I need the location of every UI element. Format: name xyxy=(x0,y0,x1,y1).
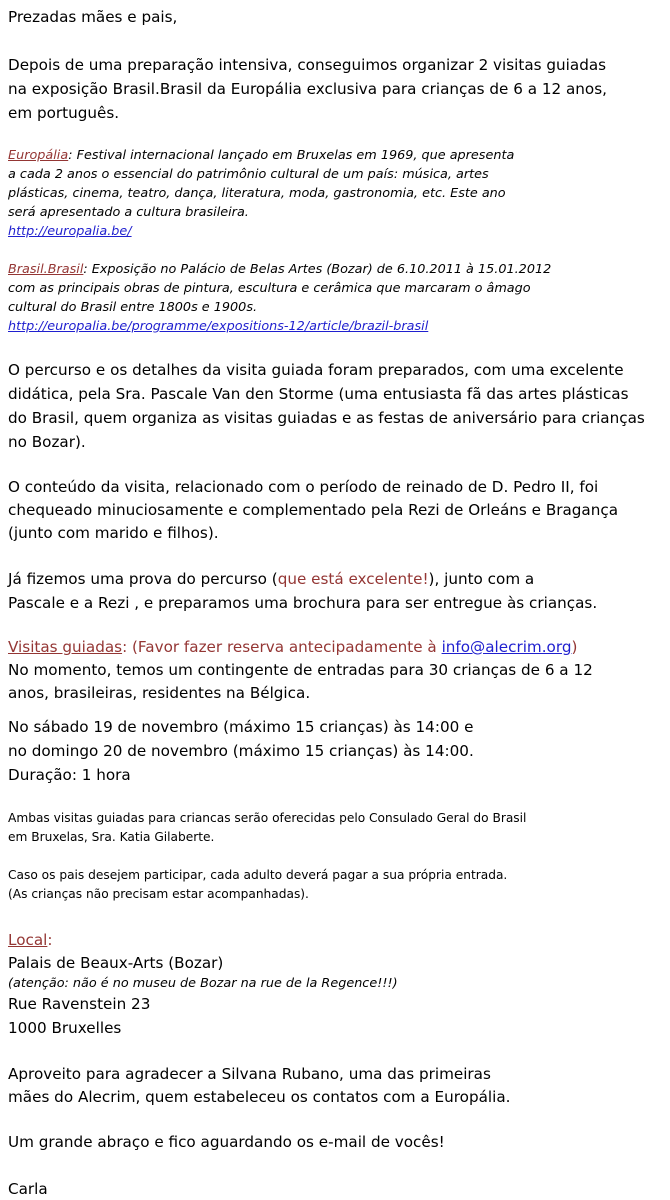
conteudo-line-2: chequeado minuciosamente e complementado pela Rezi de Orleáns e Bragança xyxy=(8,501,619,519)
europalia-line-4: será apresentado a cultura brasileira. xyxy=(8,205,249,220)
prova-text-end: ), junto com a xyxy=(428,570,535,588)
consulado-line-2: em Bruxelas, Sra. Katia Gilaberte. xyxy=(8,830,215,844)
visitas-line-2: No momento, temos um contingente de entradas para 30 crianças de 6 a 12 xyxy=(8,661,593,679)
conteudo-line-1: O conteúdo da visita, relacionado com o período de reinado de D. Pedro II, foi xyxy=(8,478,599,496)
conteudo-line-3: (junto com marido e filhos). xyxy=(8,524,219,542)
agradecer-line-1: Aproveito para agradecer a Silvana Rubano, uma das primeiras xyxy=(8,1065,491,1083)
schedule-line-1: No sábado 19 de novembro (máximo 15 crianças) às 14:00 e xyxy=(8,718,474,736)
percurso-line-2: didática, pela Sra. Pascale Van den Storme (uma entusiasta fã das artes plásticas xyxy=(8,385,629,403)
visitas-line-3: anos, brasileiras, residentes na Bélgica. xyxy=(8,684,311,702)
brasil-line-1 xyxy=(8,262,551,277)
percurso-line-1: O percurso e os detalhes da visita guiada foram preparados, com uma excelente xyxy=(8,361,624,379)
europalia-line-3: plásticas, cinema, teatro, dança, literatura, moda, gastronomia, etc. Este ano xyxy=(8,186,506,201)
consulado-line-1: Ambas visitas guiadas para criancas serão oferecidas pelo Consulado Geral do Brasil xyxy=(8,811,527,825)
local-note: (atenção: não é no museu de Bozar na rue de la Regence!!!) xyxy=(8,976,398,991)
percurso-line-4: no Bozar). xyxy=(8,433,86,451)
brasil-line-3: cultural do Brasil entre 1800s e 1900s. xyxy=(8,300,258,315)
schedule-duration: Duração: 1 hora xyxy=(8,766,131,784)
brasil-description-start: : Exposição no Palácio de Belas Artes (Bozar) de 6.10.2011 à 15.01.2012 xyxy=(83,262,552,277)
europalia-label: Europália xyxy=(8,148,69,163)
local-label: Local xyxy=(8,931,48,949)
visitas-reserve-note: : (Favor fazer reserva antecipadamente à xyxy=(122,638,442,656)
intro-line-3: em português. xyxy=(8,104,120,122)
agradecer-line-2: mães do Alecrim, quem estabeleceu os contatos com a Europália. xyxy=(8,1088,511,1106)
percurso-line-3: do Brasil, quem organiza as visitas guiadas e as festas de aniversário para crianças xyxy=(8,409,645,427)
email-link[interactable]: info@alecrim.org xyxy=(441,638,572,656)
europalia-line-1 xyxy=(8,148,514,163)
local-street: Rue Ravenstein 23 xyxy=(8,995,151,1013)
prova-highlight: que está excelente! xyxy=(277,570,429,588)
closing-line: Um grande abraço e fico aguardando os e-mail de vocês! xyxy=(8,1133,445,1151)
local-name: Palais de Beaux-Arts (Bozar) xyxy=(8,954,224,972)
local-city: 1000 Bruxelles xyxy=(8,1019,122,1037)
intro-line-1: Depois de uma preparação intensiva, conseguimos organizar 2 visitas guiadas xyxy=(8,56,607,74)
europalia-line-2: a cada 2 anos o essencial do patrimônio cultural de um país: música, artes xyxy=(8,167,489,182)
visitas-line-1 xyxy=(8,638,577,656)
europalia-description-start: : Festival internacional lançado em Bruxelas em 1969, que apresenta xyxy=(68,148,515,163)
schedule-line-2: no domingo 20 de novembro (máximo 15 crianças) às 14:00. xyxy=(8,742,474,760)
pais-line-2: (As crianças não precisam estar acompanhadas). xyxy=(8,887,309,901)
brasil-line-2: com as principais obras de pintura, escultura e cerâmica que marcaram o âmago xyxy=(8,281,531,296)
europalia-link[interactable]: http://europalia.be/ xyxy=(8,224,132,239)
local-colon: : xyxy=(47,931,53,949)
intro-line-2: na exposição Brasil.Brasil da Europália exclusiva para crianças de 6 a 12 anos, xyxy=(8,80,607,98)
local-heading xyxy=(8,931,53,949)
visitas-close-paren: ) xyxy=(571,638,578,656)
prova-line-1 xyxy=(8,570,534,588)
visitas-label: Visitas guiadas xyxy=(8,638,123,656)
pais-line-1: Caso os pais desejem participar, cada adulto deverá pagar a sua própria entrada. xyxy=(8,868,508,882)
brasil-link[interactable]: http://europalia.be/programme/expositions-12/article/brazil-brasil xyxy=(8,319,429,334)
signature: Carla xyxy=(8,1180,48,1198)
prova-line-2: Pascale e a Rezi , e preparamos uma brochura para ser entregue às crianças. xyxy=(8,594,598,612)
prova-text-start: Já fizemos uma prova do percurso ( xyxy=(8,570,278,588)
brasil-label: Brasil.Brasil xyxy=(8,262,84,277)
greeting: Prezadas mães e pais, xyxy=(8,8,178,26)
